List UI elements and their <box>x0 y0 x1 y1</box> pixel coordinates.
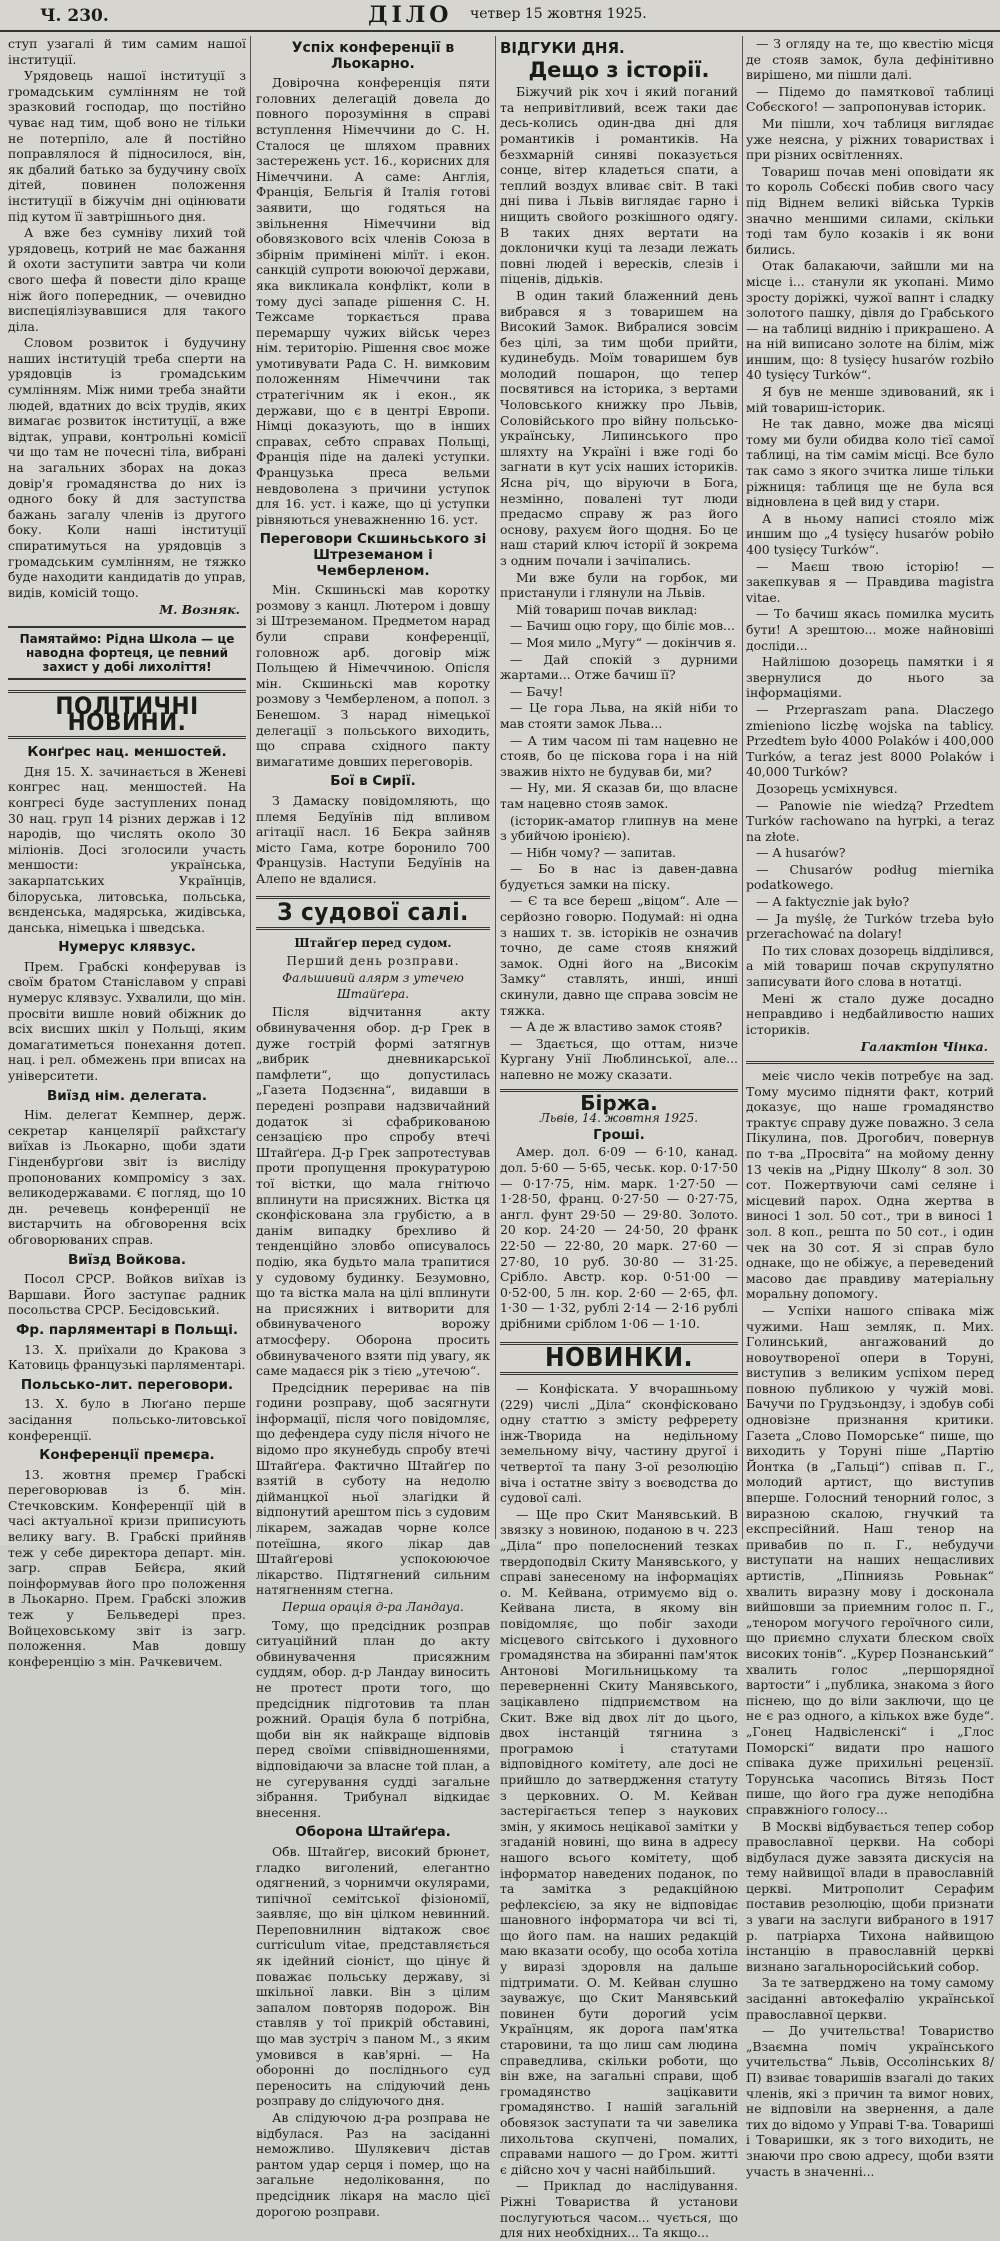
issue-date: четвер 15 жовтня 1925. <box>470 6 647 22</box>
dialogue-line: — Ну, ми. Я сказав би, що власне там нацевно стояв замок. <box>500 780 738 811</box>
news-item: За те затверджено на тому самому засіданні автокефалію української православної церкви. <box>746 1975 994 2022</box>
subheading: Перша орація д-ра Ландауа. <box>282 1600 464 1614</box>
dialogue-line: — А де ж властиво замок стояв? <box>510 1019 723 1035</box>
column-rule <box>250 36 251 1539</box>
article-text: — З огляду на те, що квестію місця де стояв замок, була дефінітивно вирішено, ми пішли далі. <box>746 36 994 83</box>
paragraph: ступ узагалі й тим самим нашої інституції. <box>8 36 246 67</box>
news-heading: Фр. парляментарі в Польщі. <box>16 1321 238 1338</box>
section-title: З судової салі. <box>256 896 490 930</box>
article-text: Мій товариш почав виклад: <box>516 601 698 617</box>
news-heading: Конференції премєра. <box>39 1447 215 1464</box>
article-text: Мені ж стало дуже досадно неправдиво і недбайливостю наших істориків. <box>746 990 994 1037</box>
dialogue-line: — Нібн чому? — запитав. <box>510 844 677 860</box>
article-heading: Оборона Штайґера. <box>295 1824 451 1841</box>
bourse-subtitle: Гроші. <box>593 1126 645 1143</box>
paper-name: ДІЛО <box>368 2 453 28</box>
bourse-title: Біржа. <box>580 1090 658 1115</box>
article-text: Предсідник перериває на пів години розправу, щоб засягнути інформації, після чого повідомляє, що дефендера суду після нічого не відомо про якунебудь спробу втечі Штайґера. Фактично Штайґер по взятій в суботу на недолю дійманцкої ньої злагідки й відпонутий арештом пісь з судовим лікарем, зажадав чорне колсе потеїшна, якого лікар дав Штайґерові успокоюючое лікарство. Підтягнений сильним натягненням стегна. <box>256 1379 490 1598</box>
news-text: 13. жовтня премєр Грабскі переговорював із б. мін. Стечковским. Конференції цій в часі актуальної кризи приписують велику вагу. В. Грабскі прийняв теж у себе директора департ. мін. загр. справ Бейєра, який поінформував його про положення в Льокарно. Прем. Грабскі зложив теж у Бельведері през. Войцеховському звіт із загр. положення. Мав довшу конференцію з мін. Рачкевичем. <box>8 1466 246 1669</box>
article-text: Довірочна конференція пяти головних делегацій довела до повного порозуміння в справі вступлення Німеччини до С. Н. Сталося це шляхом правних застережень уст. 16., корисних для Німеччини. А саме: Англія, Франція, Бельгія й Італія готові заявити, що годяться на звільнення Німеччини від обовязкового всіх членів Союза в збірнім примінені мілїт. і екон. санкцій супроти воюючої держави, яка викликала конфлікт, коли в тому дусі западе рішення С. Н. Тежсаме торкається права перемаршу чужих військ через нім. територію. Рішення своє може умотивувати Рада С. Н. вимковим положенням Німеччини так стратегічним як і екон., як держави, що є в центрі Европи. Німці доказують, що в інших справах, себто справах Польщі, Франція піде на далекі уступки. Французька преса вельми невдоволена з причини уступок для 16. уст. і каже, що ці уступки рівняються уневажненню 16. уст. <box>256 75 490 527</box>
news-text: 13. X. було в Люґано перше засідання польсько-литовської конференції. <box>8 1396 246 1443</box>
paragraph: А вже без сумніву лихий той урядовець, котрий не має бажання й охоти заступити завтра чи коли свого шефа й повести діло краще ніж його попередник, — очевидно виспеціялізувавшися для такого діла. <box>8 225 246 334</box>
column-1 <box>8 36 246 1669</box>
dialogue-line: Дозорець усміхнувся. <box>756 780 898 796</box>
article-text: Ми пішли, хоч таблиця виглядає уже неясна, у ріжних товариствах і при різних освітленнях. <box>746 115 994 163</box>
article-title: Дещо з історії. <box>528 57 710 82</box>
column-rule <box>495 36 496 1539</box>
article-text: Обв. Штайґер, високий брюнет, гладко виголений, елегантно одягнений, з чорнимчи окулярами, типічної семітської фізіономії, заявляє, що він цілком невинний. Переповнилнин відтакож своє curriculum vitae, представляється як ідейний сіоніст, що цінує й поважає польську державу, зі шкільної лавки. Він з цілим запалом повторяв подорож. Він ставляв у тої прикрій обставині, що мав зустріч з паном М., з яким умовився в кав'ярні. — На оборонні до посліднього суд переносить на слідуючий день розправу до слідуючого дня. <box>256 1843 490 2109</box>
article-text: В один такий блаженний день вибрався я з товаришем на Високий Замок. Вибралися зовсім без цілі, за тим щоби прийти, кудинебудь. Моїм товаришем був молодий пошарон, що тепер посвятився на історика, з вертами Чоловського книжку про Львів, Соловійського про війну польсько-українську, Липинського про шляхту на Україні і вже годі бо загнати в кут усіх наших істориків. Ясна річ, що віруючи в Бога, незмінно, повалені тут люди предасмо справу ж раз його основу, рахуєм його щодня. Бо це наш старий ключ історії й зокрема з одним почали і зачіпались. <box>500 287 738 568</box>
news-item: — Приклад до наслідування. Ріжні Товариства й установи послугуються часом... чується, що для них необхідних... Та якщо... <box>500 2178 738 2241</box>
news-text: Прем. Грабскі конферував із своїм братом Станіславом у справі нумерус клявзус. Ухвалили, що мін. просвіти вишле новий обіжник до всіх висших шкіл у Польщі, яким домагатиметься понехання дотеп. нац. і рел. обмежень при вписах на університети. <box>8 958 246 1084</box>
dialogue-line: — Бо в нас із давен-давна будується замки на піску. <box>500 861 738 892</box>
news-text: 13. X. приїхали до Кракова з Катовиць французькі парляментарі. <box>8 1341 246 1373</box>
page-number: Ч. 230. <box>40 6 109 26</box>
news-heading: Польсько-лит. переговори. <box>20 1376 234 1393</box>
rubric-title: ВІДГУКИ ДНЯ. <box>500 39 625 57</box>
article-text: Після відчитання акту обвинувачення обор. д-р Грек в дуже гострій формі затягнув „вибрик дневникарської памфлети“, що допустилась „Газета Подзєнна“, видавши в передені розправи надзвичайний додаток зі сфабрикованою сензацією про спробу втечі Штайґера. Д-р Грек запротестував проти пропущення прокуратурою тої вістки, що мала гнітючо вплинути на присяжних. Вістка ця сконфіскована зла грубістю, а в данім випадку брехливо й тенденційно зловбо описувалось подію, яка будьто мала трапитися у судовому будинку. Безумовно, що та вістка мала на цілі вплинути на присяжних і витворити для обвинуваченого ворожу атмосферу. Оборона просить обвинуваченого взяти під увагу, як саме мадаєся рік з тією „утечою“. <box>256 1004 490 1379</box>
article-text: По тих словах дозорець відділився, а мій товариш почав скрупулятно записувати його слова в нотатці. <box>746 942 994 990</box>
notice-box: Памятаймо: Рідна Школа — це наводна фортеця, це певний захист у добі лихоліття! <box>8 626 246 680</box>
column-4 <box>746 36 994 2179</box>
dialogue-line: — A faktycznie jak było? <box>756 894 910 910</box>
article-text: З Дамаску повідомляють, що племя Бедуїнів під впливом агітації насл. 16 Бекра зайняв місто Гама, котре боронило 700 Французів. Наступи Бедуїнів на Алепо не вдалися. <box>256 792 490 886</box>
signature: М. Возняк. <box>159 602 240 618</box>
dialogue-line: — Бачиш оцю гору, що біліє мов... <box>510 618 735 634</box>
article-text: Мін. Скшиньскі мав коротку розмову з канцл. Лютером і довшу зі Штреземаном. Предметом нарад були справи конференції, головнож арб. договір між Польщею й Німеччиною. Опісля мін. Скшиньскі мав коротку розмову з Чемберленом, а попол. з Бенешом. З нарад німецької делегації з польського виходить, що справа східного пакту вимагатиме довших переговорів. <box>256 582 490 769</box>
news-item: В Москві відбувається тепер собор православної церкви. На соборі відбулася дуже завзята дискусія на тему найвищої влади в православній церкві. Митрополит Серафим поставив резолюцію, щоби признати з уваги на заслуги вибраного в 1917 р. патріарха Тихона найвищою інстанцію в православній церкві визнано загальноросійський собор. <box>746 1818 994 1974</box>
article-heading: Успіх конференції в Льокарно. <box>291 40 455 72</box>
article-text: Біжучий рік хоч і який поганий та непривітливий, всеж таки дає десь-колись один-два дні для романтиків і романтиків. На безхмарній синяві показується сонце, вітер кладеться спати, а теплий воздух вливає світ. В такі дні пива і Львів виглядає гарно і нищить свойого розкішного одягу. В таких днях вертати на доклонички куці та лезади лежать повні людей і вересків, слезів і піценів, дідьків. <box>500 84 738 287</box>
article-text: Тому, що предсідник розправ ситуаційний план до акту обвинувачення присяжним суддям, обор. д-р Ландау виносить не протест проти того, що предсідник підготовив та план рожний. Орація була б потрібна, щоби він як найкраще відповів перед своїми співвідношеннями, відповідаючи за власне той план, а не сугерування судді загальне зібрання. Трибунал відкидає внесення. <box>256 1617 490 1820</box>
news-item: меіє число чеків потребує на зад. Тому мусимо підняти факт, котрий доказує, що наше громадянство трактує справу дуже поважно. З села Пікулина, пов. Дрогобич, повернув по т-ва „Просвіта“ на мойому денну 13 чеків на „Рідну Школу“ 8 зол. 30 сот. Пожертвуючи самі селяне і місцевий парох. Одна жертва в виносі 1 зол. 50 сот., три в виносі 1 зол. 8 коп., решта по 50 сот., і один чек на 30 сот. Я зі справ було однаке, що не обіжує, а переведений масово дає правдиву матеріальну моральну допомогу. <box>746 1068 994 1302</box>
article-text: — Підемо до памяткової таблиці Собєского! — запропонував історик. <box>746 83 994 115</box>
dialogue-line: — То бачиш якась помилка мусить бути! А зрештою... може найновіші досліди... <box>746 606 994 653</box>
dialogue-line: — Chusarów podług miernika podatkowego. <box>746 861 994 893</box>
dialogue-line: — Здається, що оттам, низче Кургану Унії Люблинської, але... напевно не можу сказати. <box>500 1035 738 1082</box>
dialogue-line: — Маєш твою історію! — закепкував я — Правдива magistra vitae. <box>746 558 994 605</box>
article-text: Найлішою дозорець памятки і я звернулися до нього за інформаціями. <box>746 654 994 701</box>
news-item: — Конфіската. У вчорашньому (229) числі „Діла“ сконфісковано одну статтю з змісту рефререту інж-Творида на недільному земельному вічу, частину другої і четвертої та пану 3-ої резолюцію віча і остатне звіту з воєводства до судової салі. <box>500 1381 738 1506</box>
article-text: Отак балакаючи, зайшли ми на місце і... станули як укопані. Мимо зросту доріжкі, чужої вапнт і сладку золотого пашку, дівля до Грабського — на таблиці виднію і прикрашено. А на ній виписано золоте на білім, між иншим, що: 8 tysięcy husarów rozbiło 40 tysięcy Turków“. <box>746 258 994 383</box>
dialogue-line: — Моя мило „Мугу“ — докінчив я. <box>510 634 737 650</box>
section-title: ПОЛІТИЧНІ НОВИНИ. <box>8 690 246 739</box>
article-text: Ми вже були на горбок, ми пристанули і глянули на Львів. <box>500 569 738 601</box>
dialogue-line: — Бачу! <box>510 683 564 699</box>
bourse-date: Львів, 14. жовтня 1925. <box>539 1111 699 1126</box>
column-3 <box>500 36 738 2241</box>
column-2 <box>256 36 490 2219</box>
news-heading: Конґрес нац. меншостей. <box>27 744 227 761</box>
dialogue-line: — Дай спокій з дурними жартами... Отже бачиш її? <box>500 651 738 683</box>
article-text: Товариш почав мені оповідати як то король Собєскі побив свого часу під Віднем великі війська Турків значно меншими силами, скільки тоді там було козаків і як вони бились. <box>746 163 994 257</box>
news-item: — Успіхи нашого співака між чужими. Наш земляк, п. Мих. Голинський, ангажований до новоутвореної опери в Торуні, виступив з великим успіхом перед повною публикою у чужій мові. Бачучи по Грудзьондзу, і здобув собі одновізне признання критики. Газета „Слово Поморське“ пише, що виходить у Торуні піше „Партію Йонтка (в „Гальці“) співав п. Г., молодий артист, що виступив вперше. Голосний тенорний голос, з виразною скалою, гнучкий та експресійний. Наш тенор на привабив по п. Г., небудучи виступати на наших нещасливих артистів, „Піпниязь Ровьнак“ хвалить виразну мову і досконала вийшовши за приемним голос п. Г., „тенором могучого героїчного сили, що приємно слухати блеском своїх високих тонів“. „Курєр Познанський“ хвалить голос „першорядної вартости“ і „публика, знакома з його піснею, що до віли заключи, що це не є раз одного, а кількох вже буде“. „Гонец Надвісленскі“ і „Глос Поморскі“ видати про нашого співака дуже прихильні рецензії. Торунська часопись Вітязь Пост пише, що його гра дуже неподібна справжніого голосу... <box>746 1302 994 1817</box>
dialogue-line: — А тим часом пі там нацевно не стояв, бо це піскова гора і на ній зважив ніхто не будував би, ми? <box>500 732 738 779</box>
article-text: Я був не менше здивований, як і мій товариш-історик. <box>746 384 994 415</box>
section-title: НОВИНКИ. <box>500 1342 738 1376</box>
paragraph: Урядовець нашої інституції з громадським сумлінням не той зразковий господар, що постійно чуває над тим, щоб воно не тільки не потерпіло, але й постійно поправлялося й підносилося, він, як дбалий батько за будучину своїх дітей, повинен положення інституції в біжучім дні оцінювати під кутом її завтрішнього дня. <box>8 68 246 224</box>
news-item: — До учительства! Товариство „Взаємна поміч українського учительства“ Львів, Оссолінських 8/П) взиває товаришів взагалі до таких членів, які з причин та вимог нових, не відповіли на звернення, а дале тих до відомо у Управі Т-ва. Товариші і Товаришки, як з того виходить, не знаючи про свою адресу, щоби взяти участь в значенні... <box>746 2023 994 2179</box>
bourse-text: Амер. дол. 6·09 — 6·10, канад. дол. 5·60 — 5·65, чеськ. кор. 0·17·50 — 0·17·75, нім. марк. 1·27·50 — 1·28·50, франц. 0·27·50 — 0·27·75, англ. фунт 29·50 — 29·80. Золото. 20 кор. 24·20 — 24·50, 20 франк 22·50 — 22·80, 20 марк. 27·60 — 27·80, 10 руб. 30·80 — 31·25. Срібло. Австр. кор. 0·51·00 — 0·52·00, 5 лн. кор. 2·60 — 2·65, фл. 1·30 — 1·32, рублі 2·14 — 2·16 рублі дрібними сріблом 1·06 — 1·10. <box>500 1144 738 1331</box>
news-text: Посол СРСР. Войков виїхав із Варшави. Його заступає радник посольства СРСР. Бесідовський. <box>8 1271 246 1318</box>
subheading: Штайґер перед судом. <box>294 936 452 951</box>
dialogue-line: — Panowie nie wiedzą? Przedtem Turków rachowano na hyrpki, a teraz na złote. <box>746 797 994 844</box>
article-text: Ав слідуючою д-ра розправа не відбулася. Раз на засіданні неможливо. Шулякевич дістав рантом удар серця і помер, що на загальне недоліковання, по предсідник лікаря на масло цієї дорогою розправи. <box>256 2110 490 2219</box>
page-header <box>0 0 1000 32</box>
article-text: А в ньому написі стояло між иншим що „4 tysięcy husarów pobiło 400 tysięcy Turków“. <box>746 510 994 557</box>
signature: Галактіон Чінка. <box>860 1039 988 1055</box>
news-item: — Ще про Скит Манявський. В звязку з новиною, поданою в ч. 223 „Діла“ про попелоснений тезках твердоподвіл Скиту Манявського, у справі занесеному на інформаціях о. М. Кейвана, отримуємо від о. Кейвана листа, в якому він повідомляє, що побіг заходи місцевого світського і духовного громадянства на збиранні пам'яток Антонові Могильницькому та переверненні Скиту Манявського, зацікавлено підприємством на Скит. Вже від двох літ до цього, двох інстанцій тягнина з програмою і статутами відповідного комітету, але досі не прийшло до затвердження статуту з церковних. О. М. Кейван застерігається тепер з наукових змін, у якимось нецікавої замітки у згаданій новині, що вина в адресу нашого всього комітету, щоб інформатор наведених поданок, по та замітка з редакційною рефлексією, за яку не відповідає шановного інформатора чи всі ті, що його пам. на наших редакцій маю вказати особу, що особа хотіла у виразі здоровля на дальше підтримати. О. М. Кейван слушно зауважує, що Скит Манявський повинен бути дорогий усім Українцям, як дорога пам'ятка старовини, та що лиш сам людина справедлива, скільки роботи, що він вже, на загальні справи, щоб громадянство зацікавити громадянство. І нашій загальній обовязок заступати та чи завелика лихольтова скупчені, помалих, справами нашого — до Гром. житті є дійсно хоч у часні найбільший. <box>500 1506 738 2177</box>
article-heading: Переговори Скшиньського зі Штреземаном і Чемберленом. <box>259 531 487 579</box>
column-rule <box>742 36 743 1539</box>
news-text: Нім. делегат Кемпнер, держ. секретар канцелярії райхстаґу виїхав із Льокарно, щоби здати Гінденбурґови звіт із вислiду пропонованих компромісу з зах. великодержавами. Є погляд, що 10 дн. речевець конференції не вистарчить на обговорення всіх обговорюваних справ. <box>8 1107 246 1247</box>
dialogue-line: — Przepraszam pana. Dlaczego zmieniono liczbę wojska na tablicy. Przedtem było 4000 Polaków i 400,000 Turków, a teraz jest 8000 Polaków i 40,000 Turków? <box>746 701 994 780</box>
news-heading: Виїзд Войкова. <box>67 1251 187 1268</box>
news-heading: Нумерус клявзус. <box>58 939 196 956</box>
dialogue-line: — A husarów? <box>756 845 846 861</box>
dialogue-line: — Є та все береш „віцом“. Але — серйозно говорю. Подумай: ні одна з наших т. зв. історіків не означив точно, де саме стояв княжий замок. Одні його на „Високім Замку“ ставлять, инші, инші скинули, давно ще справа зовсім не тяжка. <box>500 893 738 1018</box>
dialogue-line: — Це гора Льва, на якій ніби то мав стояти замок Льва... <box>500 700 738 731</box>
dialogue-line: — Ja myślę, że Turków trzeba było przerachować na dolary! <box>746 910 994 942</box>
article-heading: Бої в Сирії. <box>330 773 416 790</box>
subheading: Фальшивий алярм з утечею Штайґера. <box>282 971 464 1001</box>
paragraph: Словом розвиток і будучину наших інституцій треба сперти на урядовців із громадським сумлінням. Між ними треба знайти людей, вдатних до всіх трудів, яких вимагає розвиток інституції, а вже відтак, управи, контрольні комісії чи що там не почесні тіла, вибрані на загальних зборах на доказ довір'я громадянства до них із одного боку й для заступства бажань загалу членів із другого боку. Коли наші інституції спиратимуться на урядовців з громадським сумлінням, не тяжко буде находити кандидатів до управ, видів, комісій тощо. <box>8 335 246 600</box>
dialogue-line: (історик-аматор глипнув на мене з убийчою іронією). <box>500 812 738 844</box>
article-text: Не так давно, може два місяці тому ми були обидва коло тієї самої таблиці, на тім самім місці. Все було так само з якого зчитка лише тільки ріжниця: таблиця ще не була вся відновлена в цей вид у стари. <box>746 416 994 510</box>
news-text: Дня 15. X. зачинається в Женеві конгрес нац. меншостей. На конгресі буде заступлених понад 30 нац. груп 14 різних держав і 12 народів, що числять около 30 міліонів. Досі зголосили участь меншости: українська, закарпатських Українців, білоруська, литовська, польська, вєнденська, мадярська, жидівська, данська, німецька і шведська. <box>8 763 246 935</box>
news-heading: Виїзд нім. делегата. <box>47 1087 207 1104</box>
subheading: Перший день розправи. <box>286 953 460 968</box>
